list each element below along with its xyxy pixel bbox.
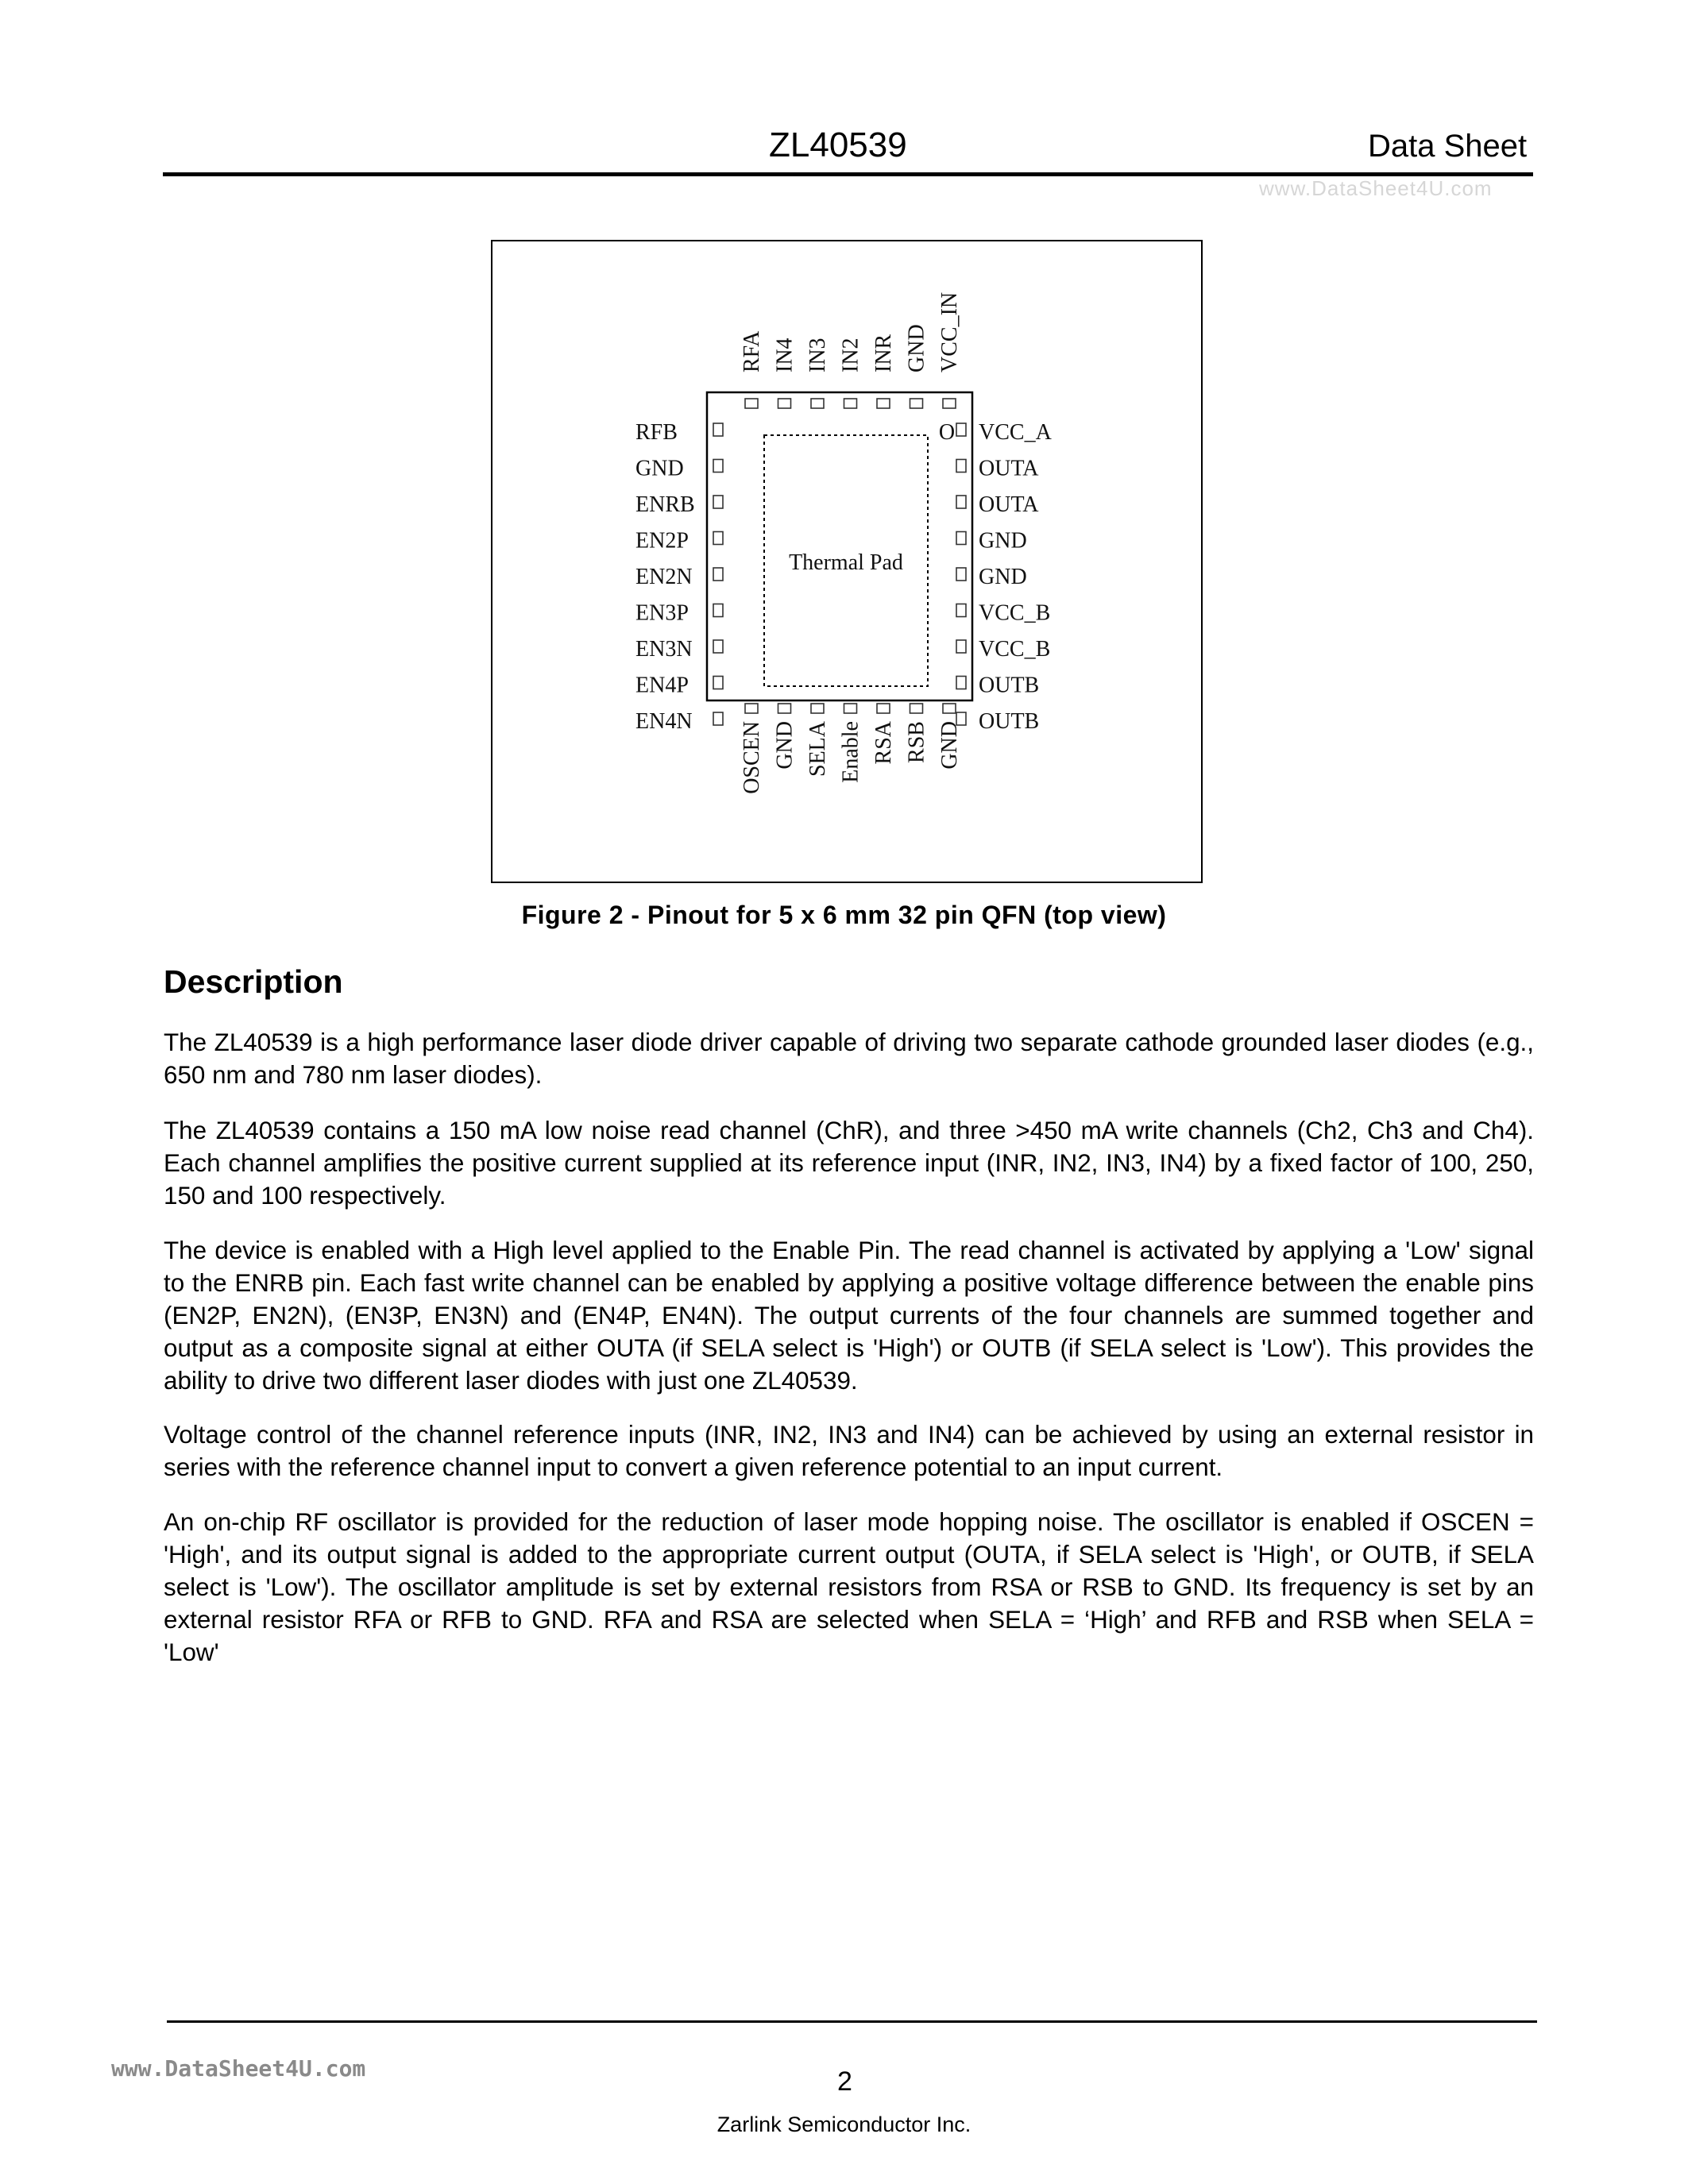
pin-pad (713, 460, 723, 473)
pin-label: OSCEN (740, 721, 764, 794)
pin-pad (745, 399, 758, 408)
pin-label: EN4N (635, 709, 693, 734)
pin-label: GND (772, 721, 798, 770)
pin-label: GND (635, 456, 684, 481)
pin-pad (713, 604, 723, 617)
pin-label: VCC_B (979, 637, 1051, 662)
pin-pad (877, 704, 890, 713)
header-watermark: www.DataSheet4U.com (1259, 176, 1493, 200)
package-outline (707, 392, 972, 700)
description-paragraph: An on-chip RF oscillator is provided for the reduction of laser mode hopping noise. The oscillator is enabled if OSCEN = 'High', and its output signal is added to the appropriate current output (OUTA, if SELA select is 'High', or OUTB, if SELA select is 'Low'). The oscillator amplitude is set by external resistors from RSA or RSB to GND. Its frequency is set by an external resistor RFA or RFB to GND. RFA and RSA are selected when SELA = ‘High’ and RFB and RSB when SELA = 'Low' (164, 1508, 1534, 1666)
pin-pad (778, 399, 791, 408)
pin-label: IN4 (772, 338, 798, 372)
pin-label: GND (904, 324, 929, 372)
description-paragraph: Voltage control of the channel reference inputs (INR, IN2, IN3 and IN4) can be achieved by using an external resistor in series with the reference channel input to convert a given reference potential to an input current. (164, 1421, 1534, 1481)
pin-label: GND (979, 528, 1027, 554)
footer-rule (167, 2020, 1537, 2023)
footer-watermark: www.DataSheet4U.com (111, 2055, 366, 2082)
description-paragraph: The device is enabled with a High level applied to the Enable Pin. The read channel is activated by applying a 'Low' signal to the ENRB pin. Each fast write channel can be enabled by applying a positive voltage difference between the enable pins (EN2P, EN2N), (EN3P, EN3N) and (EN4P, EN4N). The output currents of the four channels are summed together and output as a composite signal at either OUTA (if SELA select is 'High') or OUTB (if SELA select is 'Low'). This provides the ability to drive two different laser diodes with just one ZL40539. (164, 1237, 1534, 1395)
pin-pad (713, 532, 723, 545)
pin-group (635, 292, 1053, 794)
pin-label: VCC_IN (937, 291, 962, 372)
pin-pad (745, 704, 758, 713)
pin-label: VCC_A (979, 420, 1052, 445)
pin-label: OUTA (979, 456, 1039, 481)
pin-pad (778, 704, 791, 713)
pin-pad (956, 460, 966, 473)
pin-label: GND (937, 721, 962, 770)
pin-pad (956, 568, 966, 581)
pin-pad (943, 399, 956, 408)
pin-pad (713, 712, 723, 725)
pin-label: INR (871, 334, 896, 372)
pin-label: SELA (805, 721, 830, 777)
pin-label: EN4P (635, 673, 689, 698)
document-title: ZL40539 (769, 125, 907, 164)
pin-label: OUTA (979, 492, 1039, 517)
pin-label: EN2P (635, 528, 689, 554)
pin-label: VCC_B (979, 600, 1051, 626)
pin-label: RSB (904, 721, 929, 763)
pin-pad (844, 704, 857, 713)
pin-pad (844, 399, 857, 408)
pin-pad (713, 496, 723, 508)
pin-pad (713, 423, 723, 436)
pin-pad (713, 677, 723, 689)
pin-pad (956, 423, 966, 436)
pin-pad (910, 399, 923, 408)
pin-label: ENRB (635, 492, 695, 517)
pin-label: OUTB (979, 673, 1040, 698)
description-paragraph: The ZL40539 is a high performance laser diode driver capable of driving two separate cathode grounded laser diodes (e.g., 650 nm and 780 nm laser diodes). (164, 1028, 1534, 1089)
pinout-diagram (492, 241, 1204, 885)
pin-pad (713, 640, 723, 653)
pin-pad (956, 677, 966, 689)
pin-label: RFB (635, 420, 678, 445)
section-heading: Description (164, 963, 343, 1000)
figure-caption: Figure 2 - Pinout for 5 x 6 mm 32 pin QFN (top view) (521, 901, 1167, 929)
pin-pad (956, 532, 966, 545)
pin-label: IN2 (838, 338, 863, 372)
pin-pad (811, 704, 824, 713)
pin-pad (943, 704, 956, 713)
page-number: 2 (837, 2066, 852, 2097)
thermal-pad-label: Thermal Pad (789, 550, 903, 575)
pin1-marker: O (938, 420, 956, 445)
pin-label: EN2N (635, 565, 693, 589)
pin-pad (811, 399, 824, 408)
pin-label: EN3P (635, 600, 689, 626)
description-paragraph: The ZL40539 contains a 150 mA low noise read channel (ChR), and three >450 mA write channels (Ch2, Ch3 and Ch4). Each channel amplifies the positive current supplied at its reference input (INR, IN2, IN3, IN4) by a fixed factor of 100, 250, 150 and 100 respectively. (164, 1117, 1534, 1210)
pin-label: IN3 (805, 338, 830, 372)
pin-label: OUTB (979, 709, 1040, 734)
pin-pad (956, 640, 966, 653)
document-type: Data Sheet (1368, 129, 1528, 164)
pin-label: RFA (740, 330, 764, 372)
pin-label: RSA (871, 721, 896, 765)
pin-pad (956, 496, 966, 508)
pin-pad (910, 704, 923, 713)
pin-label: EN3N (635, 637, 693, 662)
pin-label: Enable (838, 721, 863, 783)
company-name: Zarlink Semiconductor Inc. (717, 2113, 971, 2136)
pin-pad (877, 399, 890, 408)
pin-pad (713, 568, 723, 581)
pinout-figure (491, 240, 1203, 883)
pin-pad (956, 604, 966, 617)
pin-label: GND (979, 565, 1027, 589)
